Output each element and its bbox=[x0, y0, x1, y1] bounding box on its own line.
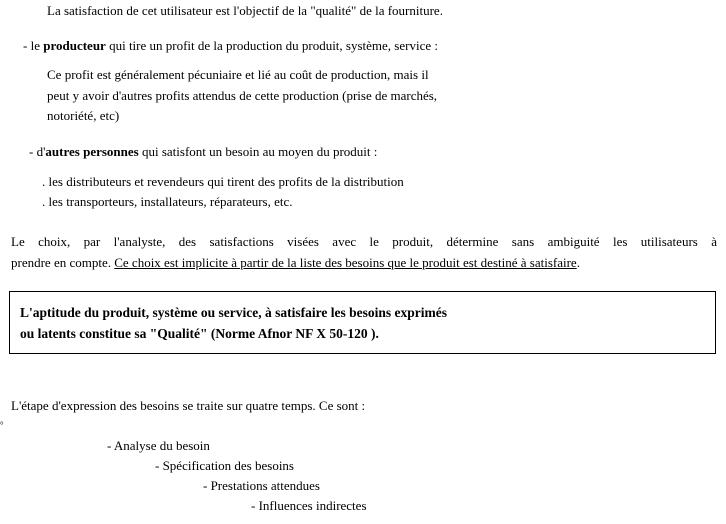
producteur-heading bbox=[23, 38, 438, 54]
producteur-rest: qui tire un profit de la production du produit, système, service : bbox=[105, 38, 438, 53]
producteur-desc-line: Ce profit est généralement pécuniaire et lié au coût de production, mais il bbox=[47, 67, 429, 82]
choix-line-2 bbox=[11, 253, 717, 273]
etape-step: - Prestations attendues bbox=[203, 478, 320, 493]
producteur-prefix: - le bbox=[23, 38, 44, 53]
producteur-desc-line: notoriété, etc) bbox=[47, 108, 120, 123]
etape-step: - Influences indirectes bbox=[251, 498, 367, 513]
definition-line-2: ou latents constitue sa "Qualité" (Norme Afnor NF X 50-120 ). bbox=[20, 326, 379, 341]
choix-plain: prendre en compte. bbox=[11, 255, 115, 270]
autres-heading bbox=[29, 144, 377, 160]
definition-line-1: L'aptitude du produit, système ou service, à satisfaire les besoins exprimés bbox=[20, 305, 447, 320]
etape-step: - Spécification des besoins bbox=[155, 458, 294, 473]
margin-marker: ° bbox=[0, 420, 4, 430]
etape-intro: L'étape d'expression des besoins se traite sur quatre temps. Ce sont : bbox=[11, 398, 366, 413]
autres-term: autres personnes bbox=[45, 144, 139, 159]
choix-end: . bbox=[576, 255, 580, 270]
etape-step: - Analyse du besoin bbox=[107, 438, 210, 453]
autres-item: . les distributeurs et revendeurs qui tirent des profits de la distribution bbox=[42, 174, 404, 189]
autres-item: . les transporteurs, installateurs, réparateurs, etc. bbox=[42, 194, 293, 209]
choix-underlined: Ce choix est implicite à partir de la liste des besoins que le produit est destiné à satisfaire bbox=[114, 255, 577, 270]
producteur-desc-line: peut y avoir d'autres profits attendus de cette production (prise de marchés, bbox=[47, 88, 438, 103]
definition-box bbox=[9, 291, 716, 354]
satisfaction-line: La satisfaction de cet utilisateur est l'objectif de la "qualité" de la fourniture. bbox=[47, 3, 443, 18]
autres-rest: qui satisfont un besoin au moyen du produit : bbox=[138, 144, 378, 159]
choix-line-1: Le choix, par l'analyste, des satisfactions visées avec le produit, détermine sans ambiguité les utilisateurs à bbox=[11, 234, 717, 249]
autres-prefix: - d' bbox=[29, 144, 46, 159]
producteur-term: producteur bbox=[43, 38, 106, 53]
